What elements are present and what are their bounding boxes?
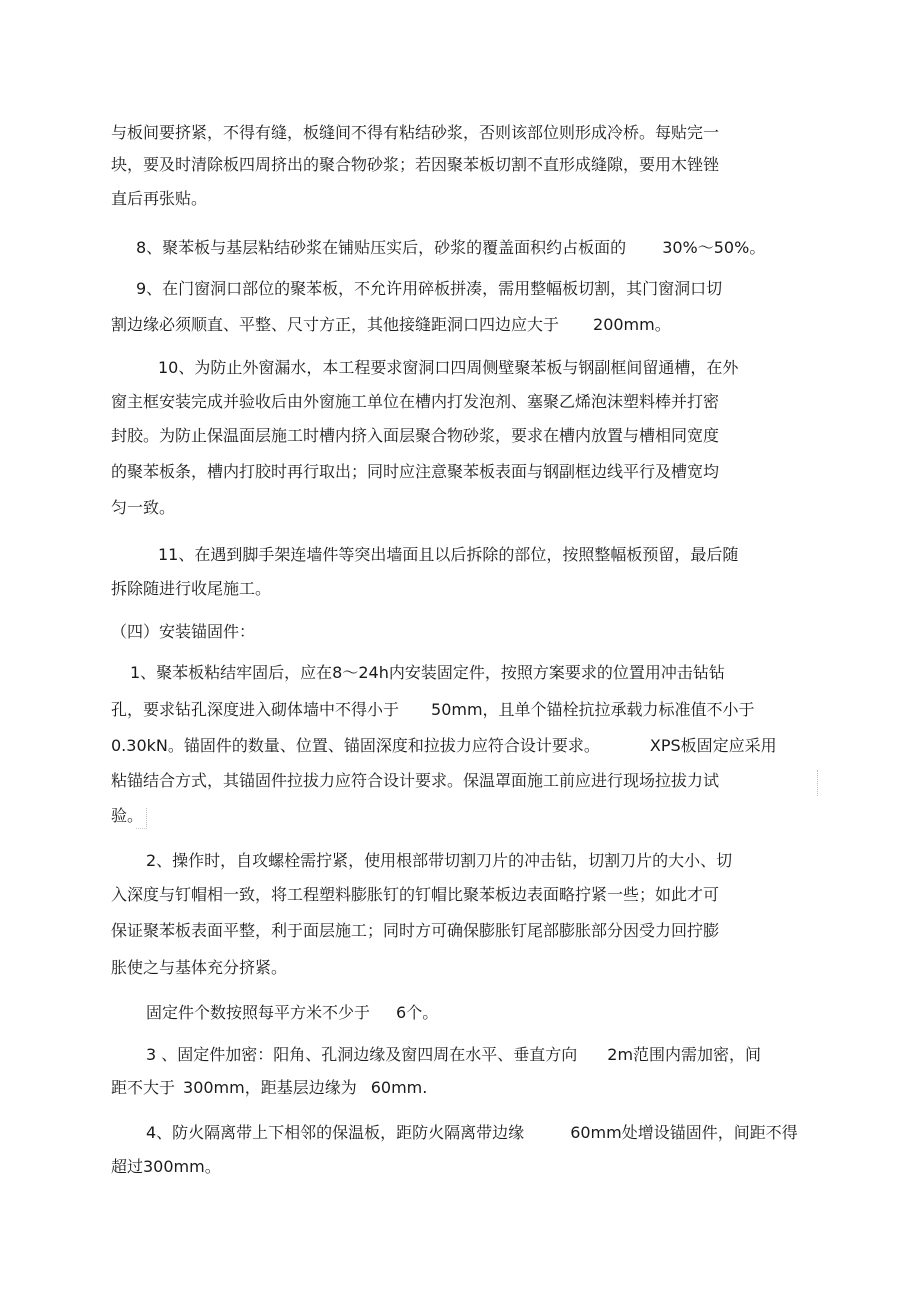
anchor-item-3-text: 2m范围内需加密，间	[607, 1045, 762, 1064]
text-line: 与板间要挤紧，不得有缝，板缝间不得有粘结砂浆，否则该部位则形成冷桥。每贴完一	[111, 123, 720, 142]
anchor-item-3-line	[146, 1045, 761, 1065]
item-10-line: 的聚苯板条，槽内打胶时再行取出；同时应注意聚苯板表面与钢副框边线平行及槽宽均	[111, 462, 720, 481]
item-8-text: 8、聚苯板与基层粘结砂浆在铺贴压实后，砂浆的覆盖面积约占板面的	[136, 238, 627, 257]
anchor-item-1-line: 粘锚结合方式，其锚固件拉拔力应符合设计要求。保温罩面施工前应进行现场拉拔力试	[111, 771, 720, 790]
fixing-count-line	[146, 1003, 438, 1023]
anchor-item-1-text: 孔，要求钻孔深度进入砌体墙中不得小于	[111, 700, 400, 719]
item-11-line: 11、在遇到脚手架连墙件等突出墙面且以后拆除的部位，按照整幅板预留，最后随	[158, 545, 739, 564]
anchor-item-1-text: 0.30kN。锚固件的数量、位置、锚固深度和拉拔力应符合设计要求。	[111, 736, 600, 755]
anchor-item-2-line: 入深度与钉帽相一致，将工程塑料膨胀钉的钉帽比聚苯板边表面略拧紧一些；如此才可	[111, 885, 720, 904]
fixing-count-text: 固定件个数按照每平方米不少于	[146, 1003, 371, 1022]
anchor-item-1-line	[111, 736, 777, 756]
anchor-item-1-line	[111, 700, 755, 720]
anchor-item-1-line: 1、聚苯板粘结牢固后，应在8～24h内安装固定件，按照方案要求的位置用冲击钻钻	[130, 663, 725, 682]
fixing-count-value: 6个。	[396, 1003, 439, 1022]
anchor-item-1-line: 验。	[111, 806, 144, 825]
anchor-item-2-line: 2、操作时，自攻螺栓需拧紧，使用根部带切割刀片的冲击钻，切割刀片的大小、切	[146, 851, 733, 870]
anchor-item-3-text: 3 、固定件加密：阳角、孔洞边缘及窗四周在水平、垂直方向	[146, 1045, 578, 1064]
anchor-item-4-line: 超过300mm。	[111, 1157, 221, 1176]
anchor-item-3-line	[111, 1078, 427, 1098]
text-line: 直后再张贴。	[111, 189, 208, 208]
item-9-line	[111, 315, 671, 335]
item-9-line: 9、在门窗洞口部位的聚苯板，不允许用碎板拼凑，需用整幅板切割，其门窗洞口切	[136, 279, 723, 298]
anchor-item-4-line	[146, 1123, 798, 1143]
anchor-item-2-line: 胀使之与基体充分挤紧。	[111, 958, 288, 977]
item-11-line: 拆除随进行收尾施工。	[111, 579, 272, 598]
section-heading: （四）安装锚固件：	[111, 622, 256, 641]
item-10-line: 匀一致。	[111, 498, 176, 517]
item-9-value: 200mm。	[593, 315, 671, 334]
scan-mark	[136, 808, 147, 829]
anchor-item-2-line: 保证聚苯板表面平整，利于面层施工；同时方可确保膨胀钉尾部膨胀部分因受力回拧膨	[111, 921, 720, 940]
item-8-line	[136, 238, 765, 258]
anchor-item-3-text: 距不大于	[111, 1078, 176, 1097]
item-10-line: 窗主框安装完成并验收后由外窗施工单位在槽内打发泡剂、塞聚乙烯泡沫塑料棒并打密	[111, 392, 720, 411]
anchor-item-1-text: XPS板固定应采用	[649, 736, 777, 755]
scan-mark	[817, 770, 819, 796]
item-10-line: 封胶。为防止保温面层施工时槽内挤入面层聚合物砂浆，要求在槽内放置与槽相同宽度	[111, 426, 720, 445]
text-line: 块，要及时清除板四周挤出的聚合物砂浆；若因聚苯板切割不直形成缝隙，要用木锉锉	[111, 155, 720, 174]
anchor-item-1-text: 50mm，且单个锚栓抗拉承载力标准值不小于	[431, 700, 755, 719]
anchor-item-4-text: 4、防火隔离带上下相邻的保温板，距防火隔离带边缘	[146, 1123, 525, 1142]
anchor-item-3-text: 60mm.	[370, 1078, 428, 1097]
item-9-text: 割边缘必须顺直、平整、尺寸方正，其他接缝距洞口四边应大于	[111, 315, 560, 334]
anchor-item-3-text: 300mm，距基层边缘为	[183, 1078, 357, 1097]
anchor-item-4-text: 60mm处增设锚固件，间距不得	[570, 1123, 798, 1142]
item-10-line: 10、为防止外窗漏水，本工程要求窗洞口四周侧壁聚苯板与钢副框间留通槽，在外	[158, 358, 739, 377]
item-8-percent: 30%～50%。	[662, 238, 766, 257]
